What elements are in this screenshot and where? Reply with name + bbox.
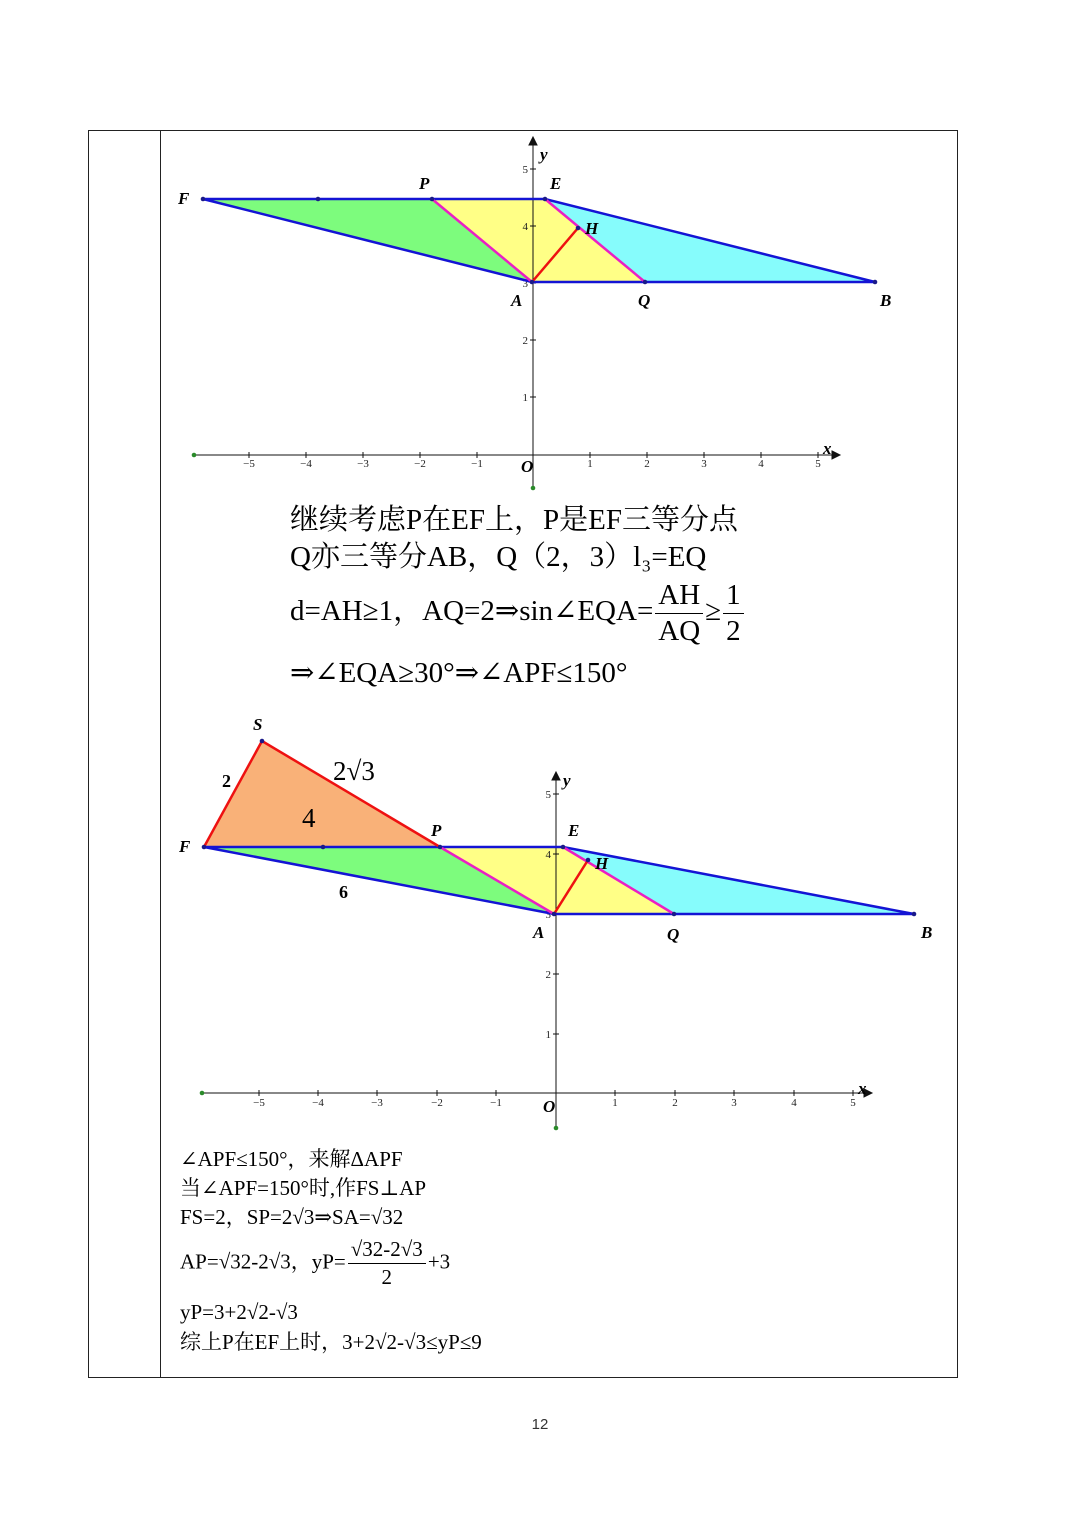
label-S: S bbox=[253, 715, 263, 734]
fraction-denominator: 2 bbox=[726, 614, 741, 647]
x-tick-label: −3 bbox=[357, 458, 369, 470]
solution-line-6: 综上P在EF上时，3+2√2-√3≤yP≤9 bbox=[180, 1330, 482, 1354]
x-tick-label: 1 bbox=[587, 458, 593, 470]
y-tick-label: 5 bbox=[522, 164, 528, 176]
y-tick-label: 4 bbox=[522, 221, 528, 233]
figure-2 bbox=[0, 700, 1080, 1150]
figure-1-point-labels bbox=[177, 145, 891, 476]
x-tick-label: 5 bbox=[850, 1097, 856, 1109]
fraction-denominator: 2 bbox=[381, 1265, 393, 1290]
x-tick-label: 1 bbox=[612, 1097, 618, 1109]
y-tick-label: 2 bbox=[545, 969, 551, 981]
explanation-line-3 bbox=[290, 578, 746, 649]
explanation-line-4: ⇒∠EQA≥30°⇒∠APF≤150° bbox=[290, 657, 628, 689]
label-Q: Q bbox=[667, 925, 680, 944]
label-E: E bbox=[568, 821, 580, 840]
x-tick-label: −5 bbox=[243, 458, 255, 470]
x-tick-label: −1 bbox=[471, 458, 483, 470]
x-tick-label: −1 bbox=[490, 1097, 502, 1109]
x-tick-label: 5 bbox=[815, 458, 821, 470]
fraction-yp bbox=[348, 1236, 426, 1292]
solution-line-3: FS=2，SP=2√3⇒SA=√32 bbox=[180, 1205, 404, 1229]
label-x: x bbox=[823, 439, 832, 458]
x-tick-label: 2 bbox=[644, 458, 650, 470]
fraction-ah-aq bbox=[655, 578, 703, 649]
figure-1 bbox=[0, 0, 1080, 500]
fraction-denominator: AQ bbox=[658, 614, 701, 647]
y-tick-label: 1 bbox=[545, 1029, 551, 1041]
x-tick-label: 4 bbox=[791, 1097, 797, 1109]
x-tick-label: −3 bbox=[371, 1097, 383, 1109]
solution-line-4-right: +3 bbox=[427, 1249, 451, 1274]
y-tick-label: 1 bbox=[522, 392, 528, 404]
label-H: H bbox=[595, 854, 609, 873]
label-y: y bbox=[540, 145, 548, 164]
x-tick-label: 3 bbox=[731, 1097, 737, 1109]
x-tick-label: 3 bbox=[701, 458, 707, 470]
figure-1-fills bbox=[203, 199, 875, 282]
label-A: A bbox=[533, 923, 545, 942]
y-tick-label: 3 bbox=[545, 909, 551, 921]
label-F: F bbox=[179, 837, 191, 856]
label-O: O bbox=[543, 1097, 556, 1116]
explanation-line-2: Q亦三等分AB，Q（2，3）l₃=EQ bbox=[290, 541, 707, 573]
figure-1-axes bbox=[194, 137, 840, 488]
label-P: P bbox=[419, 174, 430, 193]
label-x: x bbox=[858, 1079, 867, 1098]
fraction-numerator: √32-2√3 bbox=[348, 1236, 426, 1264]
label-F: F bbox=[178, 189, 190, 208]
side-sp-label: 2√3 bbox=[333, 756, 375, 786]
side-fa-label: 6 bbox=[339, 882, 348, 902]
fraction-one-half bbox=[723, 578, 744, 649]
solution-line-1: ∠APF≤150°，来解ΔAPF bbox=[180, 1147, 403, 1171]
area-label: 4 bbox=[302, 803, 316, 833]
solution-line-4-left: AP=√32-2√3，yP= bbox=[180, 1249, 346, 1274]
label-y: y bbox=[563, 771, 571, 790]
explanation-line-3-left: d=AH≥1，AQ=2⇒sin∠EQA= bbox=[290, 594, 654, 627]
x-tick-label: −2 bbox=[431, 1097, 443, 1109]
y-tick-label: 3 bbox=[522, 278, 528, 290]
label-P: P bbox=[431, 821, 442, 840]
x-tick-label: 2 bbox=[672, 1097, 678, 1109]
solution-line-2: 当∠APF=150°时,作FS⊥AP bbox=[180, 1176, 427, 1200]
label-Q: Q bbox=[638, 291, 651, 310]
label-E: E bbox=[550, 174, 562, 193]
label-B: B bbox=[880, 291, 892, 310]
fraction-numerator: 1 bbox=[723, 578, 744, 614]
y-tick-label: 2 bbox=[522, 335, 528, 347]
x-tick-label: −5 bbox=[253, 1097, 265, 1109]
solution-line-4 bbox=[180, 1236, 450, 1292]
label-A: A bbox=[511, 291, 523, 310]
explanation-line-1: 继续考虑P在EF上，P是EF三等分点 bbox=[290, 504, 738, 536]
x-tick-label: 4 bbox=[758, 458, 764, 470]
orange-triangle bbox=[204, 741, 440, 847]
figure-2-y-tick-labels bbox=[546, 789, 552, 1041]
side-fs-label: 2 bbox=[222, 771, 231, 791]
label-O: O bbox=[521, 457, 534, 476]
fraction-numerator: AH bbox=[655, 578, 703, 614]
y-tick-label: 5 bbox=[545, 789, 551, 801]
x-tick-label: −4 bbox=[312, 1097, 324, 1109]
ge-sign: ≥ bbox=[705, 594, 722, 627]
page-number: 12 bbox=[531, 1416, 549, 1433]
y-tick-label: 4 bbox=[545, 849, 551, 861]
x-tick-label: −2 bbox=[414, 458, 426, 470]
label-H: H bbox=[585, 219, 599, 238]
label-B: B bbox=[921, 923, 933, 942]
x-tick-label: −4 bbox=[300, 458, 312, 470]
solution-line-5: yP=3+2√2-√3 bbox=[180, 1300, 298, 1324]
